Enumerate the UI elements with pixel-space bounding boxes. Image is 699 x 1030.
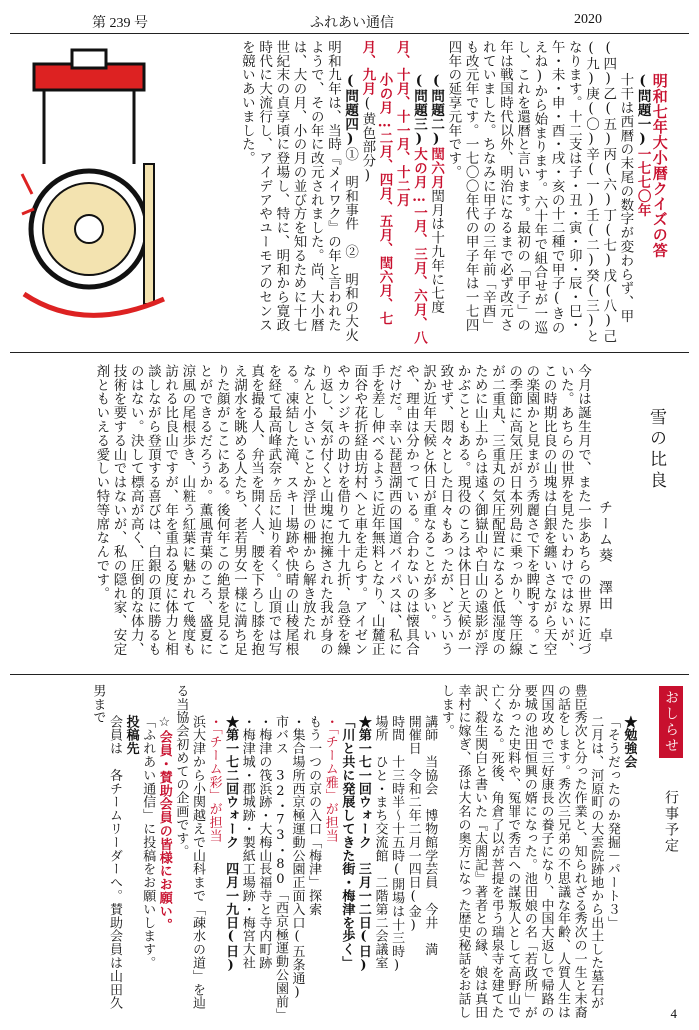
study-title: ★勉強会 bbox=[621, 714, 637, 769]
study-row-time: 時間 十三時半～十五時(開場は十三時) bbox=[389, 714, 405, 974]
walk1-bus: 市バス 32・73・80「西京極運動公園前」 bbox=[272, 714, 288, 1022]
events-section-title: 行事予定 bbox=[663, 790, 679, 854]
notice-star: ☆ bbox=[156, 714, 172, 731]
yuki-author: チーム葵 澤田 卓 bbox=[597, 500, 613, 644]
walk1-route2: ・梅津城・郡城跡・製紙工場跡・梅宮大社 bbox=[239, 714, 255, 970]
q1-label: (問題一) bbox=[634, 72, 651, 148]
notice-body: 「ふれあい通信」に投稿をお願いします。 bbox=[140, 714, 156, 970]
q1-body: 十干は西暦の末尾の数字が変わらず、甲(四)乙(五)丙(六)丁(七)戊(八)己(九)庚(〇)辛(一)壬(二)癸(三)となります。十二支は子・丑・寅・卯・辰・巳・午・未・申・酉・戌・亥の十二種で甲子(きのえね)から始まります。六十年で組合せが一巡し、これを還暦と言います。最初の「甲子」の年は戦国時代以外、明治になるまで必ず改元されていました。ちなみに甲子の三年前「辛酉」も改元年です。一七〇〇年代の甲子年は一七四四年の延享元年です。 bbox=[445, 40, 634, 343]
q2-body: 閏月は十九年に七度 bbox=[428, 189, 445, 315]
walk1-title: ★第一七一回ウォーク 三月一二日(日) bbox=[355, 714, 371, 974]
post-label: 投稿先 bbox=[123, 714, 139, 756]
q1-answer: 一七七〇年 bbox=[634, 147, 651, 217]
issue-year: 2020 bbox=[574, 12, 602, 27]
study-row-date: 開催日 令和二年二月一四日(金) bbox=[405, 714, 421, 934]
q4-body: ① 明和事件 ② 明和の大火 明和九年は、当時『メイワク』の年と言われたようで、その年に改元されました。尚、大小暦は、大の月、小の月の並び方を知るために十七世紀末の貞享頃に登場し、特に、明和から寛政時代に大流行し、アイデアやユーモアのセンスを競いあいました。 bbox=[238, 40, 359, 356]
study-subtitle: 「そうだったのか発掘－パート３」 bbox=[604, 714, 620, 930]
walk2-body: 浜大津から小関越えで山科まで「疎水の道」を辿る当協会初めての企画です。 bbox=[173, 684, 205, 1010]
hanging-calendar-icon bbox=[14, 44, 174, 344]
study-row-lecturer: 講師 当協会 博物館学芸員 今井 満 bbox=[422, 714, 438, 957]
post-body: 会員は 各チームリーダーへ。賛助会員は山田久男まで bbox=[90, 684, 122, 1010]
yuki-body: 今月は誕生月で、また一歩あちらの世界に近づいた。あちらの世界を見たいわけではないが、この時期比良の山塊は白銀を纏いさながら天空の楽園かと見まがう秀麗さで下を睥睨する。この季節に高気圧が日本列島に乗っかり、等圧線が二重丸、三重丸の気圧配置になると低湿度のために山上からは遠く御嶽山や白山の遠影が浮かぶこともある。現役のころは休日と天候が一致せず、悶々とした日々もあったが、どういう訳か近年天候と休日が重なることが多い。いや、理由は分かっている。合わないのは懐具合だけだ。幸い琵琶湖西の国道バイパスは、私に手を差し伸べるように近年無料となり、山麓正面谷や花折経由坊村へと車を走らす。アイゼンやカンジキの助けを借りて九十九折、急登を繰り返し、気が付くと山塊に抱擁された我が身のなんと小さいことか浮世の柵から解き放たれる。凍結した滝、スキー場跡や快晴の山稜尾根を経て最高峰武奈ヶ岳に辿り着く。山頂では写真を撮る人、弁当を開く人、腰を下ろし膝を抱え湖水を眺める人たち、老若男女一様に満ち足りた顔がここにある。後何年この絶景を見ることができるだろうか。薫風青葉のころ、盛夏に涼風の尾根歩き、山粧う紅葉に魅かれて幾度も訪れる比良山ですが、年を重ねる度に体力と相談しながら登頂する喜びは、白銀の頂に勝るものはない。決して標高が高く、圧倒的な体力、技術を要する山ではないが、私の隠れ家、安定剤ともいえる愛しい特等席なんです。 bbox=[93, 364, 591, 656]
events-column bbox=[10, 684, 653, 1022]
section-rule-2 bbox=[10, 674, 689, 675]
page-header bbox=[0, 8, 699, 32]
quiz-heading: 明和七年大小暦クイズの答 bbox=[650, 72, 669, 258]
walk1-team: ・「チーム雅」が担当 bbox=[322, 714, 338, 843]
q2-label: (問題二) bbox=[428, 72, 445, 148]
q2-answer: 閏六月 bbox=[428, 147, 445, 190]
walk2-team: ・「チーム彩」が担当 bbox=[206, 714, 222, 843]
q3-note: (黄色部分) bbox=[359, 95, 376, 185]
section-rule-1 bbox=[10, 352, 689, 353]
walk1-theme: 「川と共に発展してきた街・梅津を歩く」 bbox=[339, 714, 355, 970]
q3-big: 大の月…一月、三月、六月、八月、十月、十一月、十二月 bbox=[393, 40, 427, 345]
oshirase-label: おしらせ bbox=[659, 686, 683, 758]
q4-label: (問題四) bbox=[342, 72, 359, 148]
walk2-title: ★第一七二回ウォーク 四月一九日(日) bbox=[223, 714, 239, 974]
study-row-place: 場所 ひと・まち交流館 二階第二会議室 bbox=[372, 714, 388, 970]
q3-label: (問題三) bbox=[410, 72, 427, 148]
q3-small: 小の月…二月、四月、五月、閏六月、七月、九月 bbox=[359, 40, 393, 326]
issue-number: 第 239 号 bbox=[92, 16, 148, 31]
walk1-route1: ・梅津の筏浜跡・大梅山長福寺と寺内町跡 bbox=[256, 714, 272, 970]
header-rule bbox=[10, 33, 689, 34]
page-number: 4 bbox=[670, 1006, 677, 1021]
calendar-illustration bbox=[14, 44, 174, 344]
quiz-answers bbox=[185, 40, 685, 356]
walk1-body: もう一つの京の入口「梅津」探索 bbox=[306, 714, 322, 916]
newsletter-title: ふれあい通信 bbox=[310, 16, 394, 31]
walk1-meet: ・集合場所西京極運動公園正面入口(五条通) bbox=[289, 714, 305, 1001]
study-body: 二月は、河原町の大雲院跡地から出土した墓石が豊臣秀次と分った作業と、知られざる秀次の一生と末裔の話をします。秀次三兄弟の不思議な年齢、人質人生は四国攻めで三好康長の養子になり、中国大返しで帰路の要城の池田恒興の婿になった。池田娘の名「若政所」が分かった史料や、冤罪で秀吉への謀叛人として高野山で亡くなる。死後、角倉了以が菩提を弔う瑞泉寺を建てた訳、殺生関白と書いた『太閤記』著者との縁、娘は真田幸村に嫁ぎ、孫は大名の奥方になった歴史秘話をお話しします。 bbox=[438, 684, 604, 1019]
notice-request: 会員・賛助会員の皆様にお願い。 bbox=[156, 730, 172, 932]
yuki-title: 雪の比良 bbox=[646, 408, 666, 492]
